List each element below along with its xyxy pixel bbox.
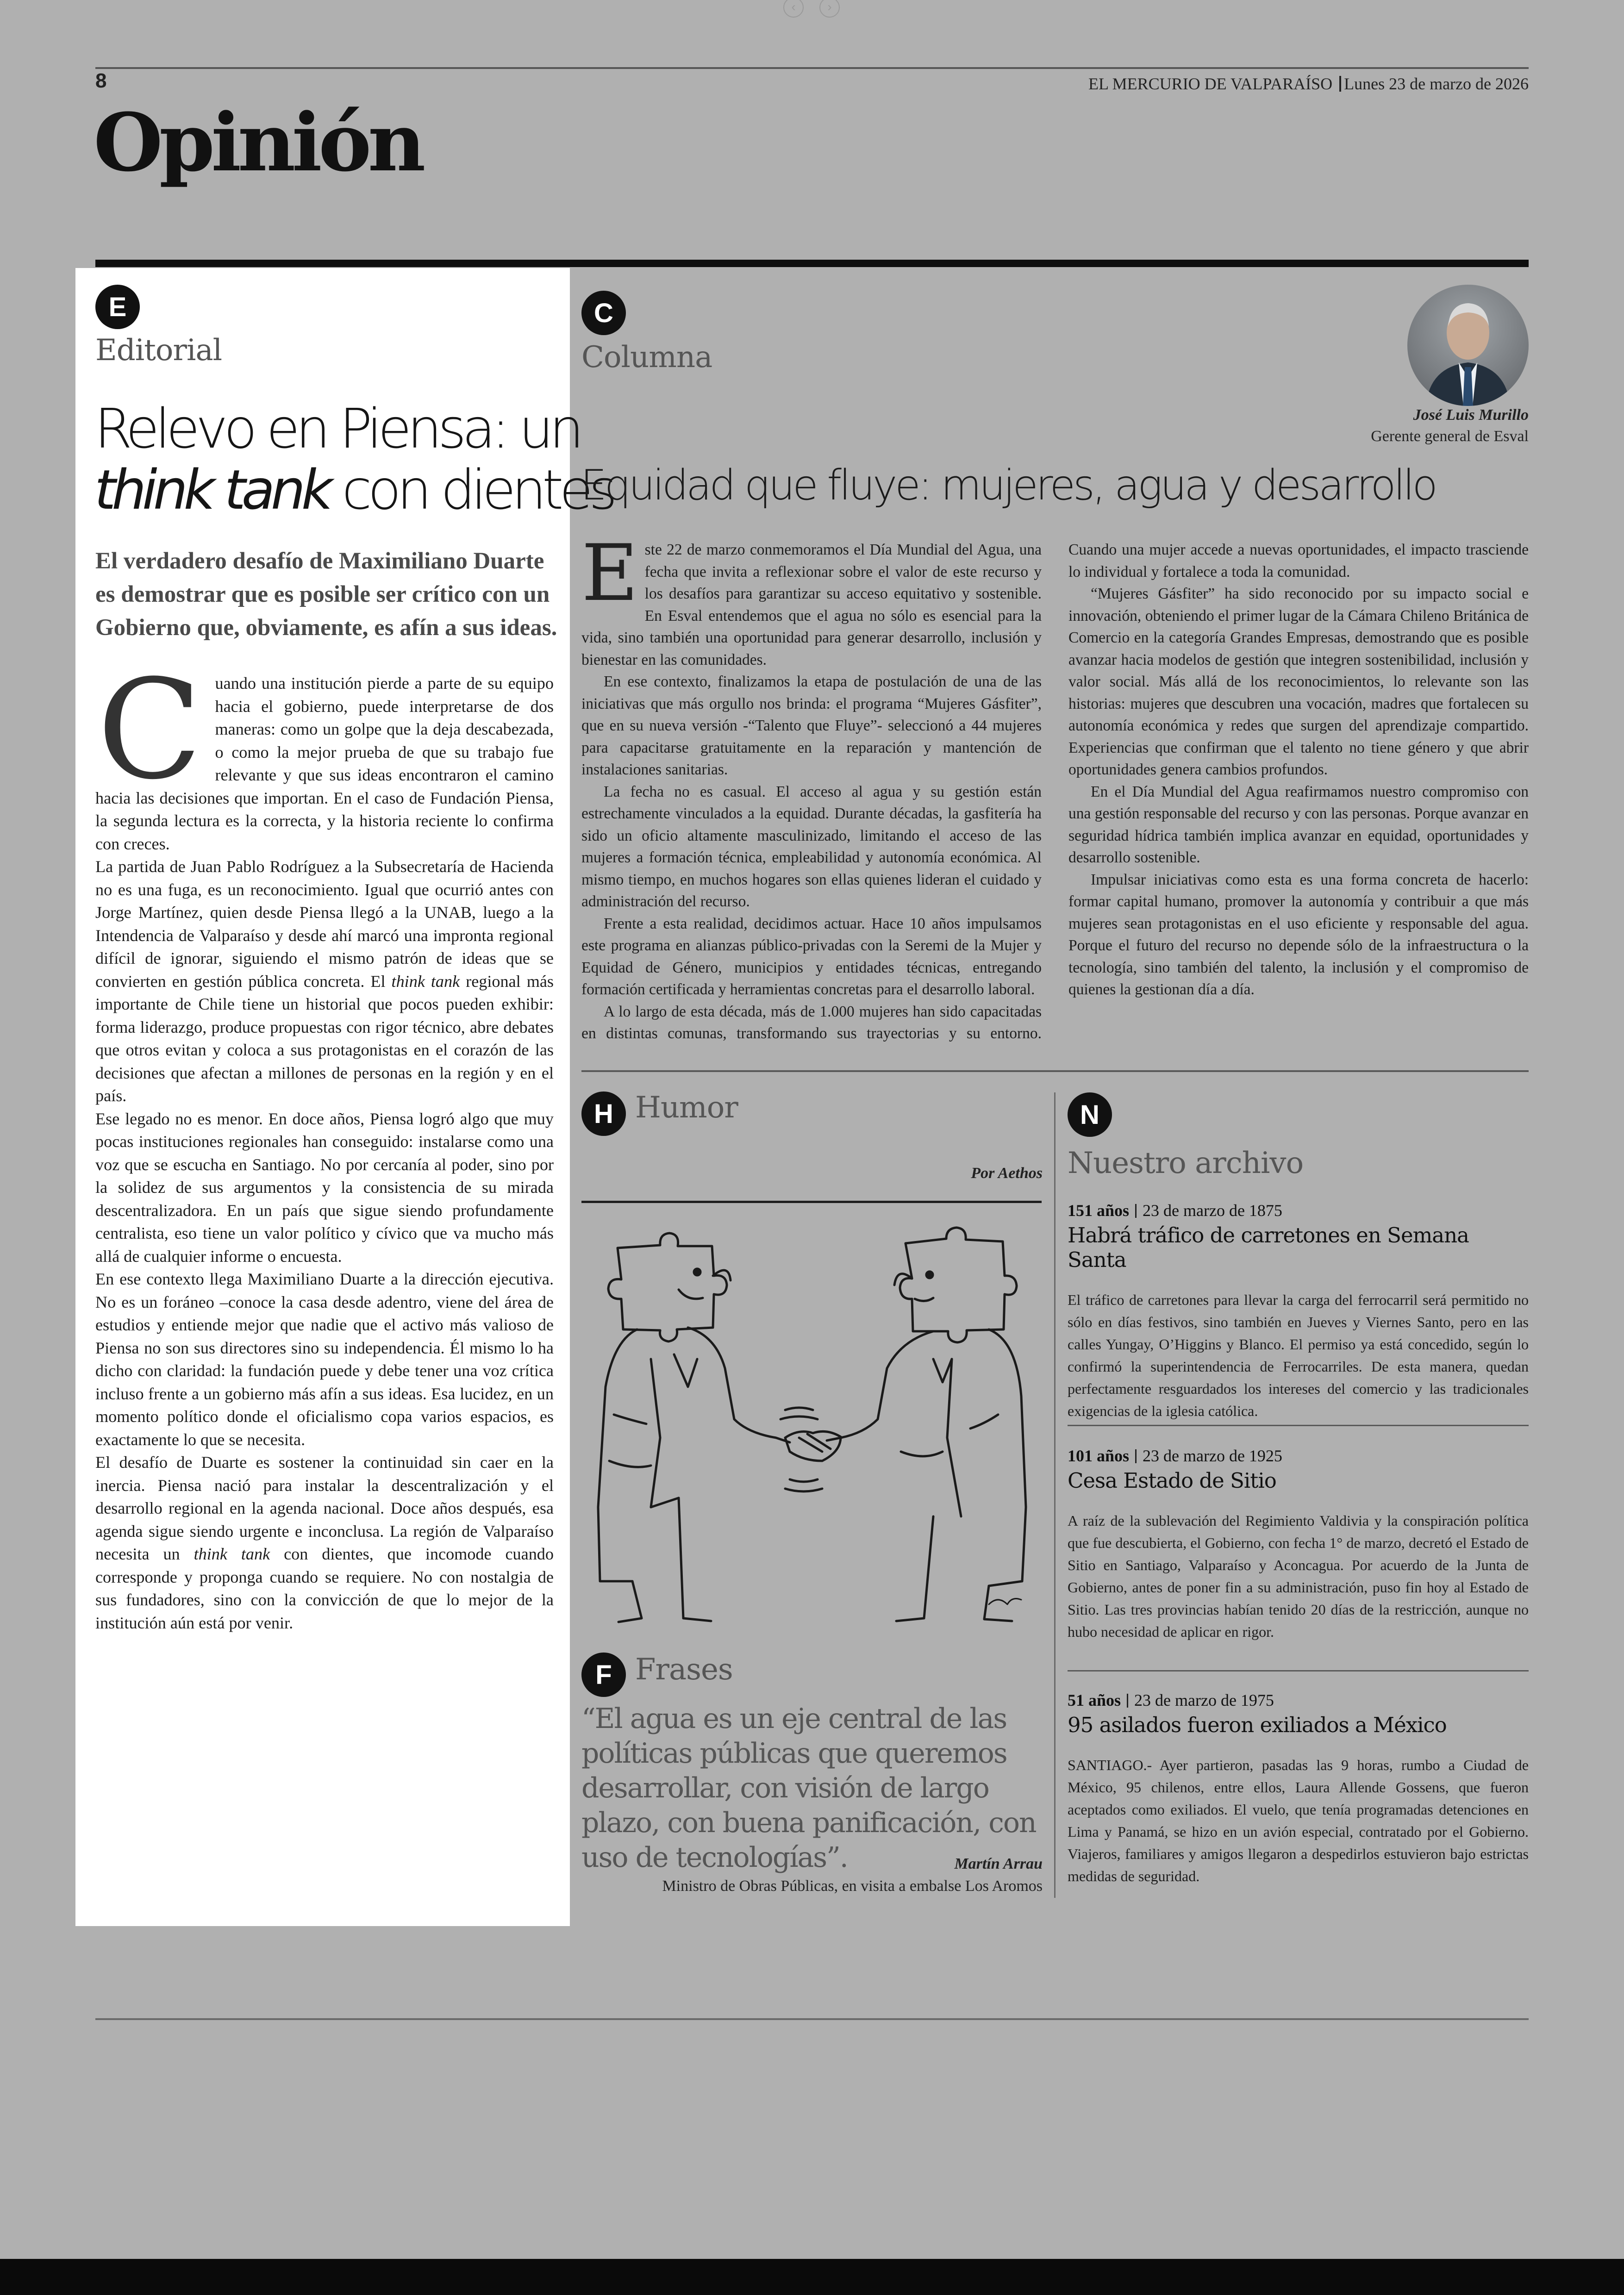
masthead-separator (1339, 76, 1341, 92)
column-paragraph-6: “Mujeres Gásfiter” ha sido reconocido por su impacto social e innovación, obteniendo el primer lugar de la Cámara Chileno Británica de Comercio en la categoría Grandes Empresas, demostrando que es posible avanzar hacia modelos de gestión que integren sostenibilidad, inclusión y valor social. Más allá de los reconocimientos, lo relevante son las historias: mujeres que descubren una vocación, madres que fortalecen su autonomía económica y redes que surgen del aprendizaje compartido. Experiencias que confirman que el talento no tiene género y que abrir oportunidades genera cambios profundos. (1068, 585, 1529, 778)
issue-date: Lunes 23 de marzo de 2026 (1344, 75, 1529, 93)
editorial-badge: E (95, 285, 140, 329)
editorial-label: Editorial (95, 333, 222, 368)
cartoon-handshake (581, 1220, 1042, 1628)
archive-item-3-body: SANTIAGO.- Ayer partieron, pasadas las 9 horas, rumbo a Ciudad de México, 95 chilenos, entre ellos, Laura Allende Gossens, que fueron aceptados como exiliados. El vuelo, que tenía programadas detenciones en Lima y Panamá, se hizo en un avión especial, contratado por el Gobierno. Viajeros, familiares y amigos llegaron a despedirlos estuvieron bajo estrictas medidas de seguridad. (1068, 1757, 1529, 1884)
column-paragraph-3: La fecha no es casual. El acceso al agua y su gestión están estrechamente vinculados a la equidad. Durante décadas, la gasfitería ha sido un oficio altamente masculinizado, limitando el acceso de las mujeres a formación técnica, empleabilidad y autonomía económica. Al mismo tiempo, en muchos hogares son ellas quienes lideran el cuidado y administración del recurso. (581, 783, 1042, 910)
header-rule (95, 67, 1529, 69)
editorial-paragraph-3: Ese legado no es menor. En doce años, Piensa logró algo que muy pocas instituciones regionales han conseguido: instalarse como una voz que se escucha en Santiago. No por cercanía al poder, sino por la solidez de sus argumentos y la consistencia de su mirada descentralizadora. En un país que sigue siendo profundamente centralista, eso tiene un valor político y cívico que va mucho más allá de cualquier informe o encuesta. (95, 1109, 554, 1266)
editorial-paragraph-5: El desafío de Duarte es sostener la continuidad sin caer en la inercia. Piensa nació para instalar la descentralización y el desarrollo regional en la agenda nacional. Doce años después, esa agenda sigue siendo urgente e inconclusa. La región de Valparaíso necesita un think tank con dientes, que incomode cuando corresponde y proponga cuando se requiere. No con nostalgia de sus fundadores, sino con la convicción de que lo mejor de la institución aún está por venir. (95, 1453, 554, 1632)
editorial-headline (94, 397, 613, 522)
author-role: Gerente general de Esval (1371, 428, 1529, 445)
lower-column-divider (1054, 1092, 1056, 1898)
frases-label: Frases (635, 1653, 733, 1687)
archive-item-1-meta: 151 años 23 de marzo de 1875 (1068, 1201, 1282, 1220)
editorial-headline-rest: con dientes (329, 458, 613, 522)
column-paragraph-5: A lo largo de esta década, más de 1.000 mujeres han sido capacitadas en distintas comunas, transformando sus trayectorias y su entorno. Cuando una mujer accede a nuevas oportunidades, el impacto trasciende lo individual y fortalece a toda la comunidad. (581, 541, 1529, 1042)
archive-badge: N (1068, 1092, 1112, 1137)
humor-rule (581, 1201, 1042, 1203)
editorial-paragraph-1: Cuando una institución pierde a parte de su equipo hacia el gobierno, puede interpretarse de dos maneras: como un golpe que la deja descabezada, o como la mejor prueba de que su trabajo fue relevante y que sus ideas encontraron el camino hacia las decisiones que importan. En el caso de Fundación Piensa, la segunda lectura es la correcta, y la historia reciente lo confirma con creces. (95, 650, 554, 853)
frases-quote: “El agua es un eje central de las políticas públicas que queremos desarrollar, con visión de largo plazo, con buena panificación, con uso de tecnologías”. (581, 1703, 1036, 1874)
editorial-lead: El verdadero desafío de Maximiliano Duarte es demostrar que es posible ser crítico con un Gobierno que, obviamente, es afín a sus ideas. (95, 548, 557, 641)
archive-item-1 (1068, 1201, 1529, 1422)
bottom-bar (0, 2259, 1624, 2295)
archive-item-3-headline: 95 asilados fueron exiliados a México (1068, 1713, 1447, 1737)
archive-item-2 (1068, 1446, 1529, 1643)
archive-item-3-meta: 51 años 23 de marzo de 1975 (1068, 1691, 1274, 1709)
humor-label: Humor (635, 1091, 738, 1125)
column-paragraph-1: Este 22 de marzo conmemoramos el Día Mundial del Agua, una fecha que invita a reflexionar sobre el valor de este recurso y los desafíos para garantizar su acceso equitativo y sostenible. En Esval entendemos que el agua no sólo es esencial para la vida, sino también una oportunidad para generar desarrollo, inclusión y bienestar en las comunidades. (581, 528, 1042, 668)
frases-badge: F (581, 1653, 626, 1697)
column-bottom-rule (581, 1070, 1529, 1072)
humor-cartoon (581, 1220, 1042, 1628)
section-title: Opinión (94, 95, 422, 189)
column-paragraph-7: En el Día Mundial del Agua reafirmamos nuestro compromiso con una gestión responsable del recurso y con las personas. Porque avanzar en seguridad hídrica también implica avanzar en equidad, oportunidades y desarrollo sostenible. (1068, 783, 1529, 866)
archive-item-2-body: A raíz de la sublevación del Regimiento Valdivia y la conspiración política que fue descubierta, el Gobierno, con fecha 1° de marzo, decretó el Estado de Sitio en Santiago, Valparaíso y Aconcagua. Por acuerdo de la Junta de Gobierno, antes de poner fin a su administración, puso fin hoy al Estado de Sitio. Las tres provincias habían tenido 20 días de la restricción, aunque no hubo necesidad de aplicar en rigor. (1068, 1512, 1529, 1640)
next-page-icon[interactable]: › (819, 0, 840, 18)
editorial-headline-line1: Relevo en Piensa: un (94, 397, 580, 461)
masthead: EL MERCURIO DE VALPARAÍSO (1088, 75, 1333, 93)
section-rule (95, 260, 1529, 267)
author-photo (1407, 285, 1529, 406)
author-name: José Luis Murillo (1413, 406, 1529, 424)
archive-item-2-headline: Cesa Estado de Sitio (1068, 1468, 1276, 1493)
editorial-headline-italic: think tank (94, 458, 329, 522)
column-headline: Equidad que fluye: mujeres, agua y desarrollo (581, 461, 1436, 510)
frases-context: Ministro de Obras Públicas, en visita a embalse Los Aromos (662, 1877, 1043, 1895)
humor-credit: Por Aethos (971, 1165, 1043, 1182)
column-body (581, 528, 1529, 1057)
humor-badge: H (581, 1091, 626, 1136)
archive-item-1-headline: Habrá tráfico de carretones en Semana Santa (1068, 1223, 1469, 1272)
editorial-paragraph-4: En ese contexto llega Maximiliano Duarte a la dirección ejecutiva. No es un foráneo –conoce la casa desde adentro, viene del área de estudios y entiende mejor que nadie que el activo más valioso de Piensa no son sus directores sino su independencia. Él mismo lo ha dicho con claridad: la fundación puede y debe tener una voz crítica incluso frente a un gobierno más afín a sus ideas. Esa lucidez, en un momento político donde el oficialismo copa varios espacios, es exactamente lo que se necesita. (95, 1270, 554, 1449)
archive-rule-2 (1068, 1670, 1529, 1671)
author-portrait (1407, 285, 1529, 406)
archive-label: Nuestro archivo (1068, 1146, 1304, 1180)
archive-rule-1 (1068, 1425, 1529, 1426)
column-label: Columna (581, 340, 712, 374)
prev-page-icon[interactable]: ‹ (783, 0, 804, 18)
archive-item-3 (1068, 1690, 1529, 1887)
editorial-dropcap: C (97, 650, 202, 810)
column-paragraph-2: En ese contexto, finalizamos la etapa de postulación de una de las iniciativas que más orgullo nos brinda: el programa “Mujeres Gásfiter”, que en su nueva versión -“Talento que Fluye”- seleccionó a 44 mujeres para capacitarse gratuitamente en la reparación y mantención de instalaciones sanitarias. (581, 673, 1042, 778)
column-paragraph-4: Frente a esta realidad, decidimos actuar. Hace 10 años impulsamos este programa en alianzas público-privadas con la Seremi de la Mujer y Equidad de Género, municipios y entidades técnicas, entregando formación certificada y herramientas concretas para el desarrollo laboral. (581, 915, 1042, 998)
frases-author: Martín Arrau (954, 1855, 1043, 1872)
editorial-paragraph-2: La partida de Juan Pablo Rodríguez a la Subsecretaría de Hacienda no es una fuga, es un reconocimiento. Igual que ocurrió antes con Jorge Martínez, quien desde Piensa llegó a la UNAB, luego a la Intendencia de Valparaíso y desde ahí marcó una impronta regional difícil de ignorar, siguiendo el mismo patrón de ideas que se convierten en gestión pública concreta. El think tank regional más importante de Chile tiene un historial que pocos pueden exhibir: forma liderazgo, produce propuestas con rigor técnico, abre debates que otros evitan y coloca a sus protagonistas en el corazón de las decisiones que afectan a millones de personas en la región y en el país. (95, 857, 554, 1105)
footer-rule (95, 2018, 1529, 2020)
column-dropcap: E (581, 528, 638, 618)
masthead-line (1088, 74, 1529, 94)
archive-item-2-meta: 101 años 23 de marzo de 1925 (1068, 1447, 1282, 1465)
archive-item-1-body: El tráfico de carretones para llevar la carga del ferrocarril será permitido no sólo en días festivos, sino también en Jueves y Viernes Santo, pero en las calles Yungay, O’Higgins y Blanco. El permiso ya está concedido, según lo confirmó la superintendencia de Ferrocarriles. De esta manera, quedan perfectamente resguardados los intereses del comercio y las tradicionales exigencias de la iglesia católica. (1068, 1291, 1529, 1419)
page-number: 8 (95, 69, 107, 92)
editorial-body (95, 650, 554, 1634)
column-badge: C (581, 291, 626, 335)
column-paragraph-8: Impulsar iniciativas como esta es una forma concreta de hacerlo: formar capital humano, promover la autonomía y contribuir a que más mujeres sean protagonistas en el uso eficiente y responsable del agua. Porque el futuro del recurso no depende sólo de la infraestructura o la tecnología, sino también del talento, la inclusión y el compromiso de quienes la gestionan día a día. (1068, 871, 1529, 998)
editorial-headline-line2 (94, 458, 613, 522)
